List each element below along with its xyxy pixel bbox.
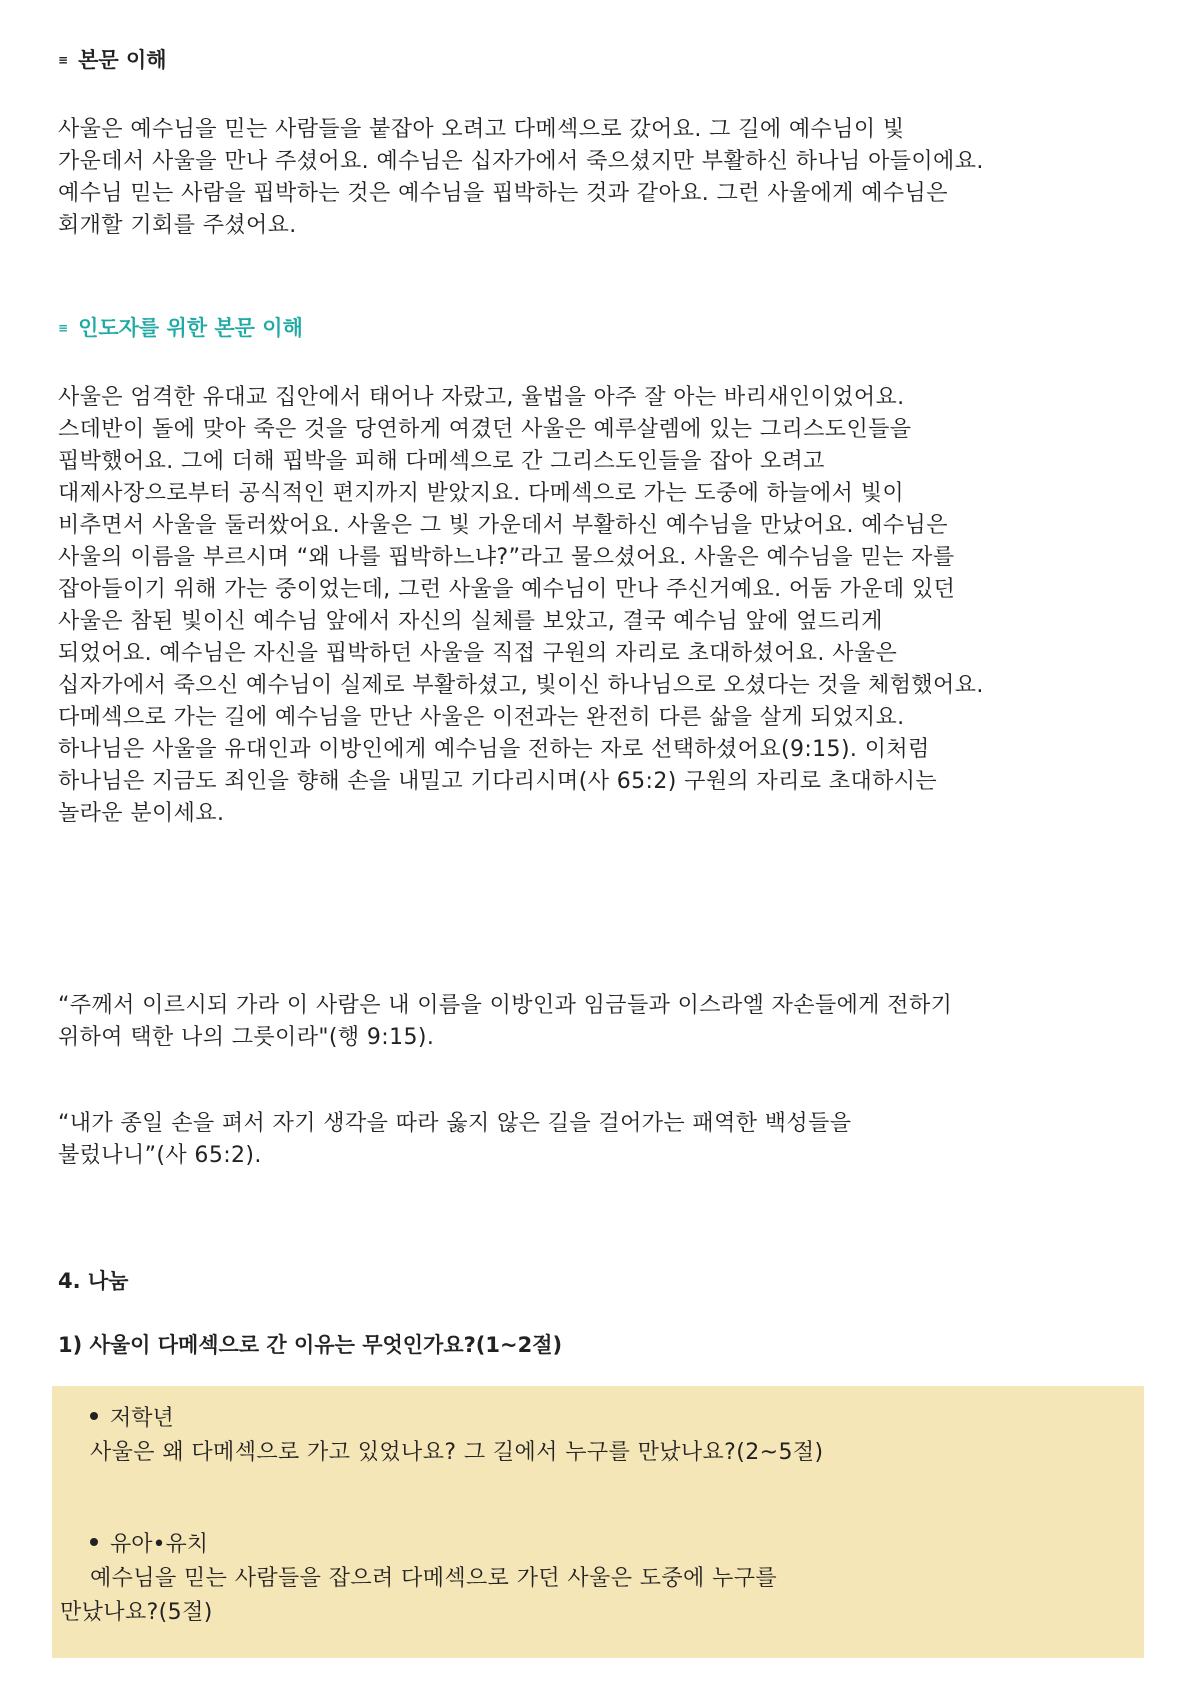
age-group-label: 유아•유치 [110,1532,208,1557]
age-group-answer-box [52,1386,1144,1658]
paragraph-line: 스데반이 돌에 맞아 죽은 것을 당연하게 여겼던 사울은 예루살렘에 있는 그리스도인들을 [58,417,912,442]
section-title: 인도자를 위한 본문 이해 [78,316,303,340]
paragraph-line: 십자가에서 죽으신 예수님이 실제로 부활하셨고, 빛이신 하나님으로 오셨다는 것을 체험했어요. [58,673,984,698]
section-heading-leader-understanding [58,312,303,344]
paragraph-line: 비추면서 사울을 둘러쌌어요. 사울은 그 빛 가운데서 부활하신 예수님을 만났어요. 예수님은 [58,513,948,538]
age-group-lower-grades [52,1402,1144,1470]
age-group-preschool [52,1528,1144,1630]
scripture-quote-isaiah [58,1108,1168,1172]
sharing-heading: 4. 나눔 [58,1269,129,1293]
paragraph-line: 가운데서 사울을 만나 주셨어요. 예수님은 십자가에서 죽으셨지만 부활하신 하나님 아들이에요. [58,149,984,174]
paragraph-line: 잡아들이기 위해 가는 중이었는데, 그런 사울을 예수님이 만나 주신거예요. 어둠 가운데 있던 [58,577,956,602]
text-understanding-paragraph [58,114,1168,242]
paragraph-line: 되었어요. 예수님은 자신을 핍박하던 사울을 직접 구원의 자리로 초대하셨어요. 사울은 [58,641,898,666]
paragraph-line: 사울은 참된 빛이신 예수님 앞에서 자신의 실체를 보았고, 결국 예수님 앞에 엎드리게 [58,609,883,634]
paragraph-line: 예수님 믿는 사람을 핍박하는 것은 예수님을 핍박하는 것과 같아요. 그런 사울에게 예수님은 [58,181,948,206]
age-group-question-continued: 만났나요?(5절) [60,1600,213,1625]
quote-line: “주께서 이르시되 가라 이 사람은 내 이름을 이방인과 임금들과 이스라엘 자손들에게 전하기 [58,993,953,1018]
list-marker-icon: ≡ [58,321,69,335]
paragraph-line: 사울의 이름을 부르시며 “왜 나를 핍박하느냐?”라고 물으셨어요. 사울은 예수님을 믿는 자를 [58,545,955,570]
age-group-label-line [52,1528,1144,1562]
paragraph-line: 하나님은 지금도 죄인을 향해 손을 내밀고 기다리시며(사 65:2) 구원의 자리로 초대하시는 [58,769,938,794]
age-group-question: 사울은 왜 다메섹으로 가고 있었나요? 그 길에서 누구를 만났나요?(2~5절) [90,1440,824,1465]
bullet-icon [90,1538,98,1546]
bullet-icon [90,1412,98,1420]
section-title: 본문 이해 [78,48,167,72]
paragraph-line: 놀라운 분이세요. [58,801,225,826]
paragraph-line: 회개할 기회를 주셨어요. [58,213,297,238]
quote-line: 위하여 택한 나의 그릇이라"(행 9:15). [58,1025,435,1050]
quote-line: 불렀나니”(사 65:2). [58,1143,262,1168]
age-group-label-line [52,1402,1144,1436]
paragraph-line: 다메섹으로 가는 길에 예수님을 만난 사울은 이전과는 완전히 다른 삶을 살게 되었지요. [58,705,905,730]
list-marker-icon: ≡ [58,53,69,67]
paragraph-line: 대제사장으로부터 공식적인 편지까지 받았지요. 다메섹으로 가는 도중에 하늘에서 빛이 [58,481,905,506]
scripture-quote-acts [58,990,1168,1054]
paragraph-line: 사울은 엄격한 유대교 집안에서 태어나 자랐고, 율법을 아주 잘 아는 바리새인이었어요. [58,385,905,410]
age-group-question: 예수님을 믿는 사람들을 잡으려 다메섹으로 가던 사울은 도중에 누구를 [90,1566,778,1591]
leader-understanding-paragraph [58,382,1168,830]
quote-line: “내가 종일 손을 펴서 자기 생각을 따라 옳지 않은 길을 걸어가는 패역한 백성들을 [58,1111,852,1136]
paragraph-line: 하나님은 사울을 유대인과 이방인에게 예수님을 전하는 자로 선택하셨어요(9:15). 이처럼 [58,737,930,762]
question-1: 1) 사울이 다메섹으로 간 이유는 무엇인가요?(1~2절) [58,1333,563,1357]
paragraph-line: 핍박했어요. 그에 더해 핍박을 피해 다메섹으로 간 그리스도인들을 잡아 오려고 [58,449,825,474]
age-group-label: 저학년 [110,1406,174,1431]
paragraph-line: 사울은 예수님을 믿는 사람들을 붙잡아 오려고 다메섹으로 갔어요. 그 길에 예수님이 빛 [58,117,905,142]
section-heading-text-understanding [58,44,167,76]
